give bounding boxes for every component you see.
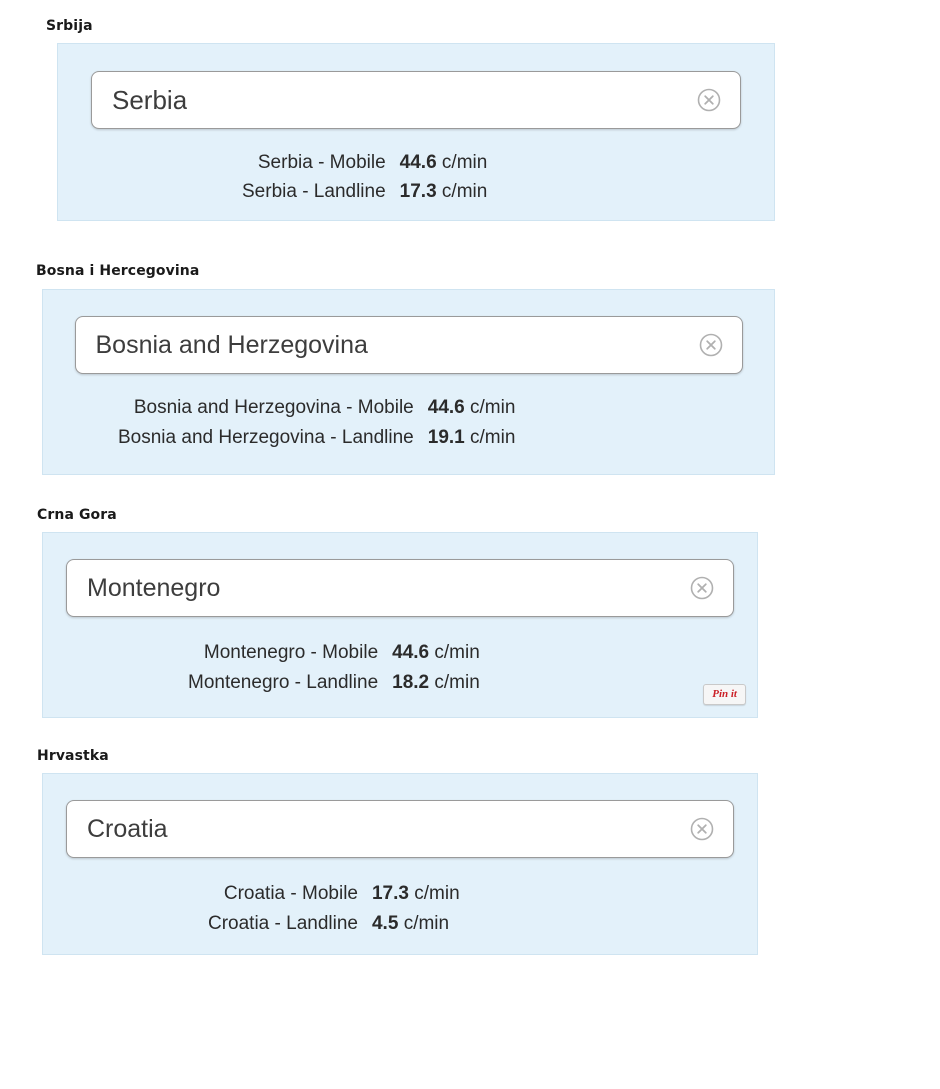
search-input-value: Croatia <box>87 814 168 843</box>
country-section-bosnia-and-herzegovina <box>0 263 940 475</box>
rate-value <box>392 668 480 698</box>
rate-value <box>400 177 488 206</box>
rate-unit: c/min <box>434 642 480 663</box>
pinit-button[interactable]: Pin it <box>703 684 746 705</box>
rate-list <box>242 148 487 206</box>
rate-value <box>400 148 488 177</box>
rate-unit: c/min <box>441 152 488 173</box>
rate-row <box>188 638 480 668</box>
rate-label: Croatia - Landline <box>208 913 358 934</box>
rate-number: 4.5 <box>371 913 399 934</box>
section-heading: Hrvastka <box>37 748 109 764</box>
clear-circle-x-icon[interactable] <box>696 87 722 113</box>
rate-row <box>208 879 460 909</box>
search-input-value: Montenegro <box>87 573 221 602</box>
rate-value <box>428 423 516 453</box>
rate-value <box>428 393 516 423</box>
search-input-value: Serbia <box>112 84 188 115</box>
rate-label: Montenegro - Landline <box>188 672 379 693</box>
rate-list <box>118 393 515 453</box>
clear-circle-x-icon[interactable] <box>698 332 724 358</box>
rate-unit: c/min <box>470 427 516 448</box>
rate-row <box>118 393 515 423</box>
section-heading: Srbija <box>46 18 93 34</box>
rate-list <box>188 638 480 698</box>
rate-label: Serbia - Landline <box>242 181 386 202</box>
rate-label: Croatia - Mobile <box>223 883 358 904</box>
rate-unit: c/min <box>441 181 488 202</box>
rate-label: Montenegro - Mobile <box>203 642 379 663</box>
rate-number: 44.6 <box>427 397 465 418</box>
rate-card <box>57 43 775 221</box>
country-section-montenegro <box>0 507 940 718</box>
rate-card <box>42 773 758 955</box>
country-section-serbia <box>0 18 940 221</box>
rate-row <box>242 177 487 206</box>
rate-unit: c/min <box>403 913 450 934</box>
country-search-input[interactable] <box>66 559 734 617</box>
rate-row <box>188 668 480 698</box>
rate-card <box>42 532 758 718</box>
rate-unit: c/min <box>434 672 480 693</box>
clear-circle-x-icon[interactable] <box>689 575 715 601</box>
rate-label: Bosnia and Herzegovina - Landline <box>118 427 414 448</box>
rate-row <box>242 148 487 177</box>
rate-label: Bosnia and Herzegovina - Mobile <box>133 397 414 418</box>
rate-list <box>208 879 460 939</box>
rate-label: Serbia - Mobile <box>257 152 386 173</box>
rate-number: 17.3 <box>399 181 437 202</box>
rate-value <box>392 638 480 668</box>
rate-unit: c/min <box>470 397 516 418</box>
search-input-value: Bosnia and Herzegovina <box>95 330 368 359</box>
clear-circle-x-icon[interactable] <box>689 816 715 842</box>
rate-number: 19.1 <box>427 427 465 448</box>
rate-value <box>372 879 460 909</box>
rate-number: 18.2 <box>392 672 430 693</box>
section-heading: Bosna i Hercegovina <box>36 263 200 279</box>
country-search-input[interactable] <box>75 316 743 374</box>
rate-number: 44.6 <box>392 642 430 663</box>
rate-unit: c/min <box>414 883 460 904</box>
rate-row <box>208 909 460 939</box>
country-search-input[interactable] <box>91 71 741 129</box>
section-heading: Crna Gora <box>37 507 117 523</box>
rate-number: 44.6 <box>399 152 437 173</box>
rate-value <box>372 909 460 939</box>
country-search-input[interactable] <box>66 800 734 858</box>
rate-row <box>118 423 515 453</box>
country-section-croatia <box>0 748 940 955</box>
rate-card <box>42 289 775 475</box>
rate-number: 17.3 <box>371 883 409 904</box>
